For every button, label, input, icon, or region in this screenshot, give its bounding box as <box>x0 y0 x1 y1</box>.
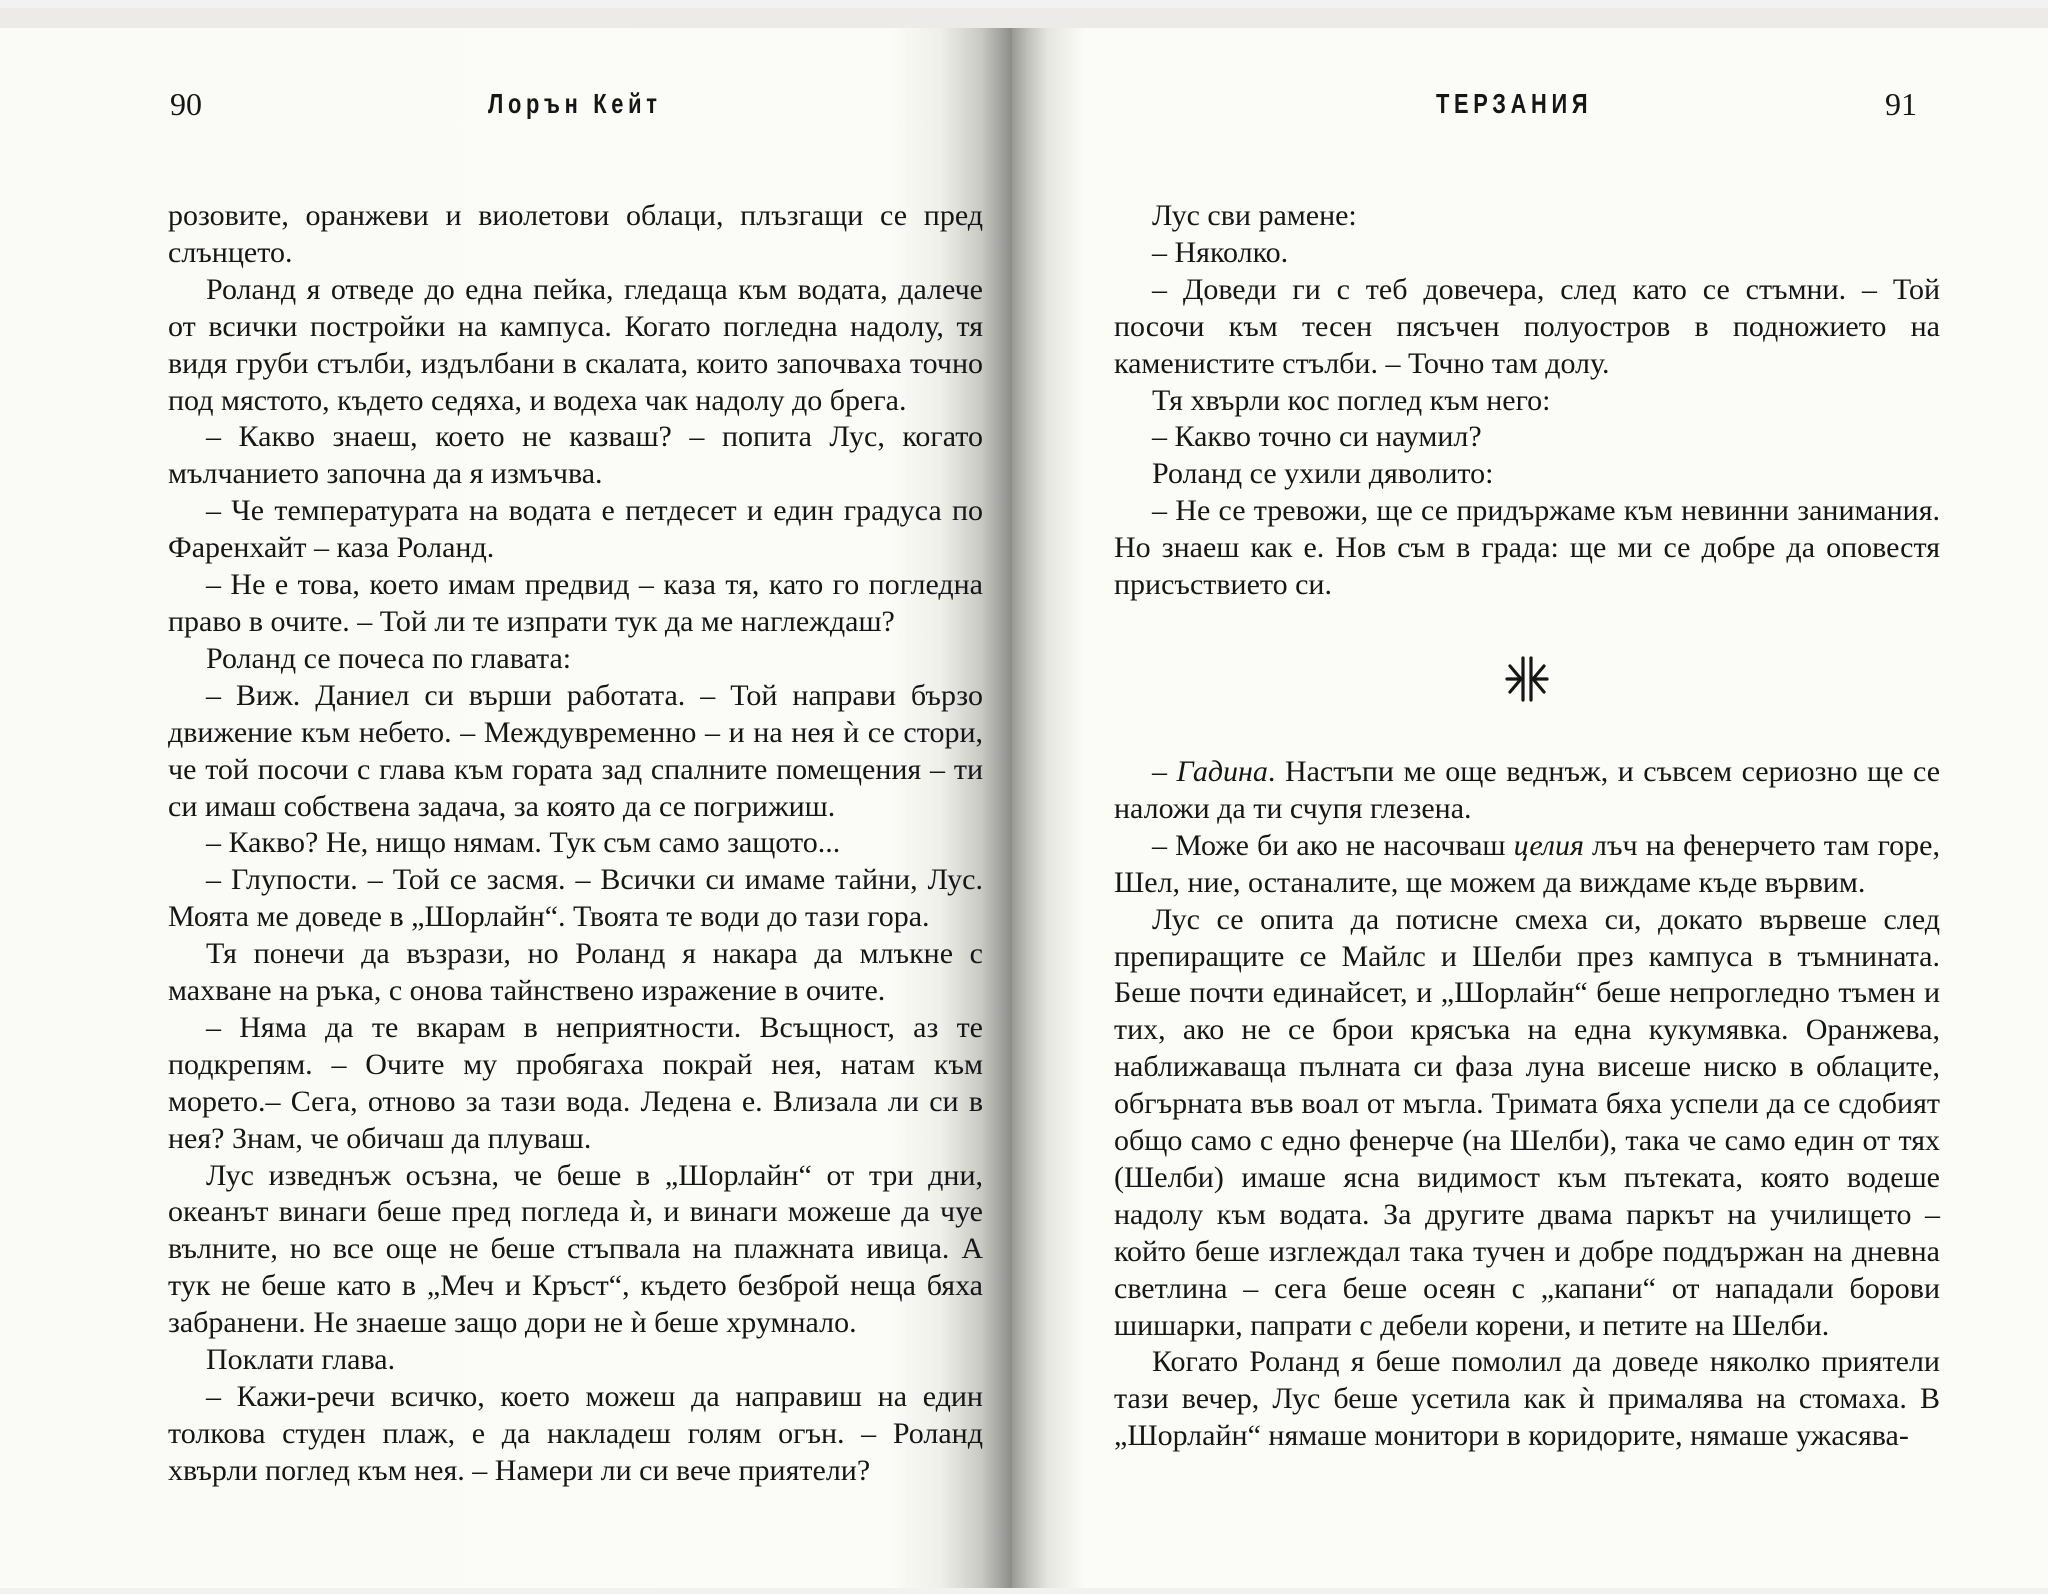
running-head-author: Лорън Кейт <box>488 88 662 119</box>
running-head-title: ТЕРЗАНИЯ <box>1436 88 1593 119</box>
italic-word: целия <box>1513 828 1584 862</box>
scene-break <box>1114 604 1940 754</box>
paragraph: розовите, оранжеви и виолетови облаци, плъзгащи се пред слънцето. <box>168 199 983 269</box>
left-page <box>0 28 1012 1588</box>
book-spread <box>0 8 2048 1588</box>
paragraph: – Не е това, което имам предвид – каза тя, като го погледна право в очите. – Той ли те изпрати тук да ме наглеждаш? <box>168 568 983 638</box>
paragraph: Лус се опита да потисне смеха си, докато вървеше след препиращите се Майлс и Шелби през кампуса в тъмнината. Беше почти единайсет, и „Шорлайн“ беше непрогледно тъмен и тих, ако не се брои крясъка на една кукумявка. Оранжева, наближаваща пълната си фаза луна висеше ниско в облаците, обгърната във воал от мъгла. Тримата бяха успели да се сдобият общо само с едно фенерче (на Шелби), така че само един от тях (Шелби) имаше ясна видимост към пътеката, която водеше надолу към водата. За другите двама паркът на училището – който беше изглеждал така тучен и добре поддържан на дневна светлина – сега беше осеян с „капани“ от нападали борови шишарки, папрати с дебели корени, и петите на Шелби. <box>1114 902 1940 1342</box>
paragraph: Роланд се ухили дяволито: <box>1152 457 1494 491</box>
scene-break-ornament-icon <box>1504 654 1550 704</box>
paragraph: – Не се тревожи, ще се придържаме към невинни занимания. Но знаеш как е. Нов съм в града: ще ми се добре да оповестя присъствието си. <box>1114 494 1940 602</box>
italic-word: Гадина <box>1176 754 1268 788</box>
paragraph: – Какво? Не, нищо нямам. Тук съм само защото... <box>206 826 841 860</box>
left-page-text <box>168 198 983 1490</box>
paragraph: – Че температурата на водата е петдесет и един градуса по Фаренхайт – каза Роланд. <box>168 494 983 565</box>
paragraph: – Какво знаеш, което не казваш? – попита Лус, когато мълчанието започна да я измъчва. <box>168 420 983 491</box>
right-page <box>1012 28 2048 1588</box>
paragraph: – Няколко. <box>1152 235 1289 269</box>
paragraph: Роланд се почеса по главата: <box>206 641 572 675</box>
paragraph: Роланд я отведе до една пейка, гледаща към водата, далече от всички постройки на кампуса. Когато погледна надолу, тя видя груби стълби, издълбани в скалата, които започваха точно под мястото, където седяха, и водеха чак надолу до брега. <box>168 272 983 417</box>
paragraph: – Няма да те вкарам в неприятности. Всъщност, аз те подкрепям. – Очите му пробягаха покрай нея, натам към морето.– Сега, отново за тази вода. Ледена е. Влизала ли си в нея? Знам, че обичаш да плуваш. <box>168 1010 983 1155</box>
paragraph: – Какво точно си наумил? <box>1152 420 1482 454</box>
paragraph: Тя хвърли кос поглед към него: <box>1152 383 1551 417</box>
paragraph: – Кажи-речи всичко, което можеш да направиш на един толкова студен плаж, е да накладеш голям огън. – Роланд хвърли поглед към нея. – Намери ли си вече приятели? <box>168 1380 983 1487</box>
paragraph: Когато Роланд я беше помолил да доведе няколко приятели тази вечер, Лус беше усетила как ѝ прималява на стомаха. В „Шорлайн“ нямаше монитори в коридорите, нямаше ужасява- <box>1114 1345 1940 1453</box>
paragraph: Лус сви рамене: <box>1152 199 1357 232</box>
paragraph: – Глупости. – Той се засмя. – Всички си имаме тайни, Лус. Моята ме доведе в „Шорлайн“. Твоята те води до тази гора. <box>168 863 983 934</box>
paragraph: Лус изведнъж осъзна, че беше в „Шорлайн“ от три дни, океанът винаги беше пред погледа ѝ, и винаги можеше да чуе вълните, но все още не беше стъпвала на плажната ивица. А тук не беше като в „Меч и Кръст“, където безброй неща бяха забранени. Не знаеше защо дори не ѝ беше хрумнало. <box>168 1158 983 1340</box>
paragraph: – Може би ако не насочваш целия лъч на фенерчето там горе, Шел, ние, останалите, ще можем да виждаме къде вървим. <box>1114 828 1940 899</box>
paragraph: Тя понечи да възрази, но Роланд я накара да млъкне с махване на ръка, с онова тайнствено изражение в очите. <box>168 937 983 1008</box>
right-page-text <box>1114 198 1940 1455</box>
paragraph: – Гадина. Настъпи ме още веднъж, и съвсем сериозно ще се наложи да ти счупя глезена. <box>1114 754 1941 825</box>
paragraph: Поклати глава. <box>206 1343 396 1377</box>
page-number-left: 90 <box>170 86 202 122</box>
paragraph: – Виж. Даниел си върши работата. – Той направи бързо движение към небето. – Междувременно – и на нея ѝ се стори, че той посочи с глава към гората зад спалните помещения – ти си имаш собствена задача, за която да се погрижиш. <box>168 678 983 823</box>
paragraph: – Доведи ги с теб довечера, след като се стъмни. – Той посочи към тесен пясъчен полуостров в подножието на каменистите стълби. – Точно там долу. <box>1114 272 1940 380</box>
page-number-right: 91 <box>1885 86 1917 122</box>
